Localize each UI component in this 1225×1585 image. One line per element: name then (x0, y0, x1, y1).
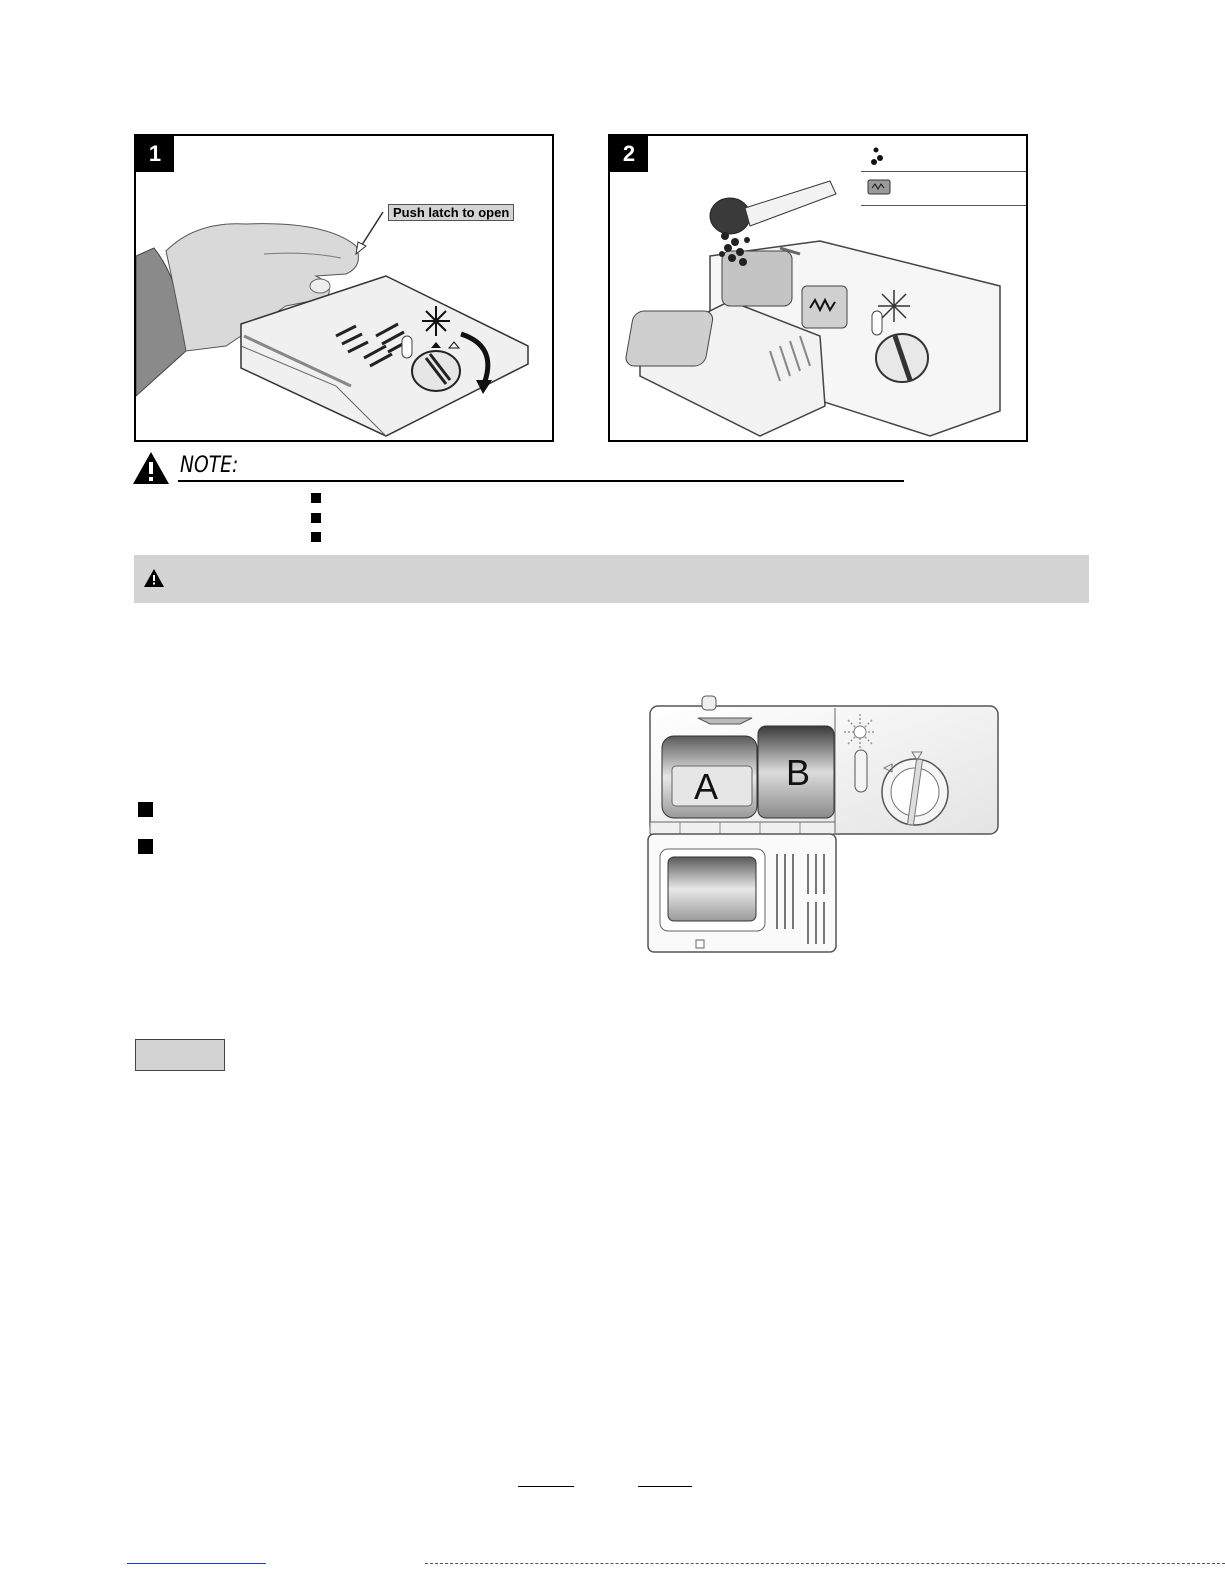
compartment-a-label: A (694, 766, 719, 807)
push-latch-callout: Push latch to open (388, 204, 514, 221)
legend-powder-row (861, 138, 1026, 172)
dispenser-diagram (640, 694, 1005, 964)
figure-2-panel (608, 134, 1028, 442)
note-bullet-1 (311, 493, 321, 503)
hand-opening-dispenser-illustration (136, 136, 554, 442)
figure-1-number: 1 (136, 136, 174, 172)
warning-banner (134, 555, 1089, 603)
list-bullet-2 (138, 839, 153, 854)
note-bullet-3 (311, 532, 321, 542)
legend-tablet-row (861, 172, 1026, 206)
note-title: NOTE: (180, 453, 239, 478)
figure-1-panel (134, 134, 554, 442)
note-bullet-2 (311, 513, 321, 523)
compartment-b-label: B (786, 752, 811, 793)
bottom-link-rule (127, 1563, 266, 1564)
section-label-box (135, 1039, 225, 1071)
warning-triangle-icon (132, 451, 170, 485)
figure-2-number: 2 (610, 136, 648, 172)
warning-triangle-icon (144, 569, 164, 587)
footer-underline-right (638, 1486, 692, 1487)
footer-underline-left (518, 1486, 574, 1487)
list-bullet-1 (138, 802, 153, 817)
bottom-dashed-rule (425, 1563, 1225, 1565)
note-heading (132, 451, 907, 485)
note-divider (178, 480, 904, 482)
dispenser-drawing (640, 694, 1005, 959)
